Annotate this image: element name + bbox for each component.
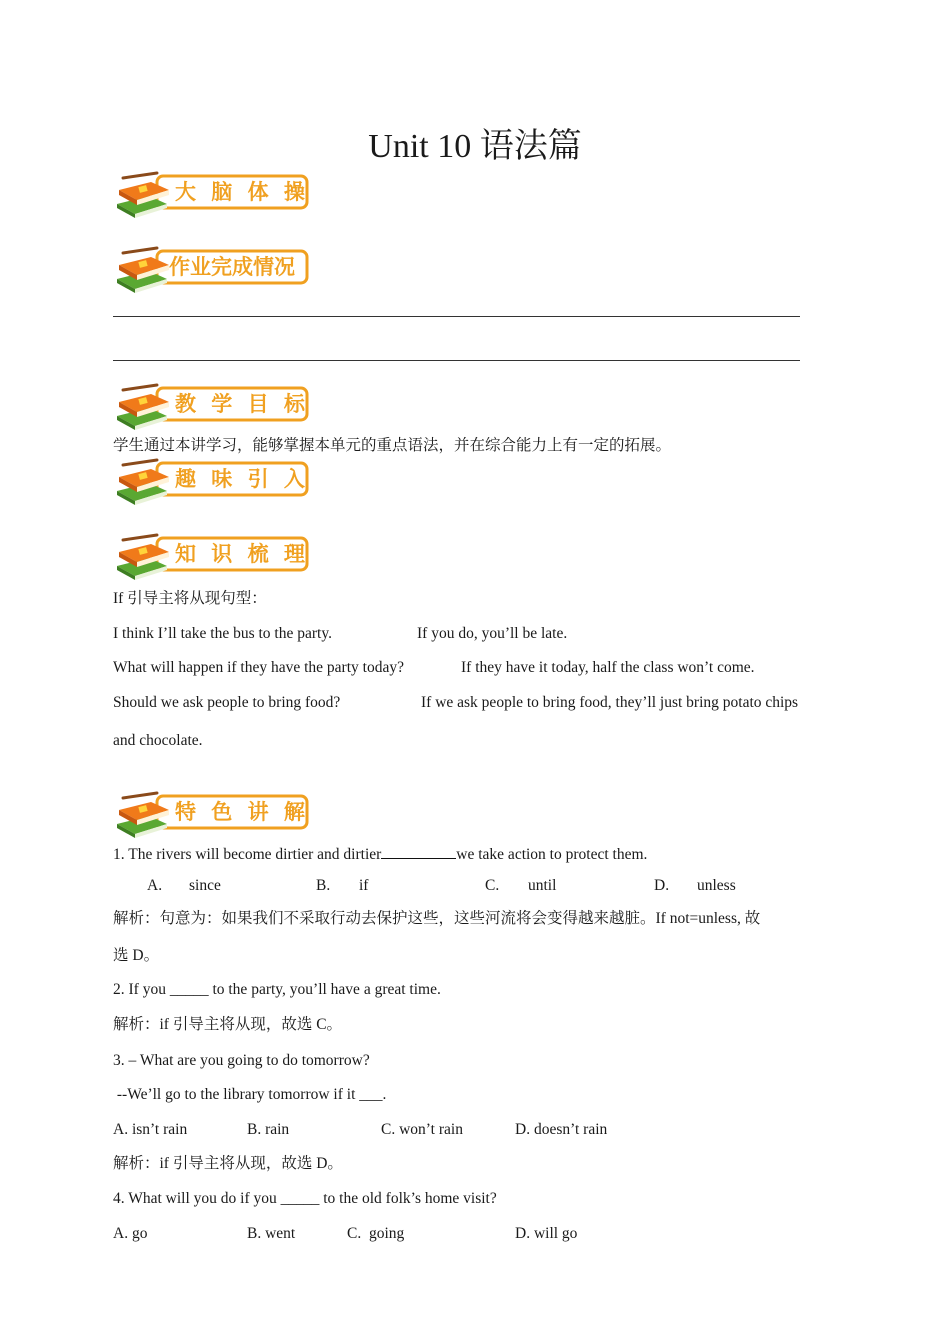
section-label: 知 识 梳 理 bbox=[175, 542, 309, 566]
option-letter: C. bbox=[485, 877, 500, 894]
analysis-1: 解析：句意为：如果我们不采取行动去保护这些，这些河流将会变得越来越脏。If not=unless, 故 bbox=[113, 910, 761, 927]
section-label: 教 学 目 标 bbox=[175, 392, 309, 416]
example-answer: If you do, you’ll be late. bbox=[417, 625, 568, 642]
section-badge-fun-intro bbox=[113, 457, 313, 507]
question-3: 3. – What are you going to do tomorrow? bbox=[113, 1052, 370, 1069]
question-3-reply: --We’ll go to the library tomorrow if it ___. bbox=[113, 1086, 387, 1103]
question-1-before: 1. The rivers will become dirtier and dirtier bbox=[113, 846, 382, 863]
option-text: until bbox=[528, 877, 557, 894]
example-question: I think I’ll take the bus to the party. bbox=[113, 625, 332, 642]
example-question: What will happen if they have the party today? bbox=[113, 659, 404, 676]
option: A. isn’t rain bbox=[113, 1121, 188, 1138]
option: B. went bbox=[247, 1225, 296, 1242]
analysis-1-continued: 选 D。 bbox=[113, 947, 160, 964]
option-letter: D. bbox=[654, 877, 670, 894]
section-label: 趣 味 引 入 bbox=[175, 467, 309, 491]
option-text: if bbox=[359, 877, 369, 894]
goal-text: 学生通过本讲学习，能够掌握本单元的重点语法，并在综合能力上有一定的拓展。 bbox=[113, 437, 672, 454]
example-answer: If they have it today, half the class won’t come. bbox=[461, 659, 755, 676]
section-label: 大 脑 体 操 bbox=[175, 180, 309, 204]
option: B. rain bbox=[247, 1121, 290, 1138]
section-badge-teaching-goals bbox=[113, 382, 313, 432]
example-continuation: and chocolate. bbox=[113, 732, 203, 749]
example-question: Should we ask people to bring food? bbox=[113, 694, 341, 711]
option: A. go bbox=[113, 1225, 148, 1242]
section-label: 特 色 讲 解 bbox=[175, 800, 309, 824]
question-1 bbox=[113, 844, 647, 866]
knowledge-heading: If 引导主将从现句型： bbox=[113, 590, 267, 607]
section-badge-special-explanation bbox=[113, 790, 313, 840]
option-text: unless bbox=[697, 877, 736, 894]
analysis-3: 解析：if 引导主将从现，故选 D。 bbox=[113, 1155, 343, 1172]
option: D. will go bbox=[515, 1225, 578, 1242]
section-badge-homework bbox=[113, 245, 313, 295]
answer-blank bbox=[381, 858, 456, 859]
analysis-2: 解析：if 引导主将从现，故选 C。 bbox=[113, 1016, 343, 1033]
question-4: 4. What will you do if you _____ to the old folk’s home visit? bbox=[113, 1190, 497, 1207]
section-label: 作业完成情况 bbox=[169, 255, 295, 279]
option: D. doesn’t rain bbox=[515, 1121, 608, 1138]
section-badge-knowledge bbox=[113, 532, 313, 582]
option: C. won’t rain bbox=[381, 1121, 463, 1138]
option: C. going bbox=[347, 1225, 405, 1242]
question-1-after: we take action to protect them. bbox=[456, 846, 648, 863]
example-answer: If we ask people to bring food, they’ll just bring potato chips bbox=[421, 694, 799, 711]
option-letter: B. bbox=[316, 877, 331, 894]
answer-line bbox=[113, 360, 800, 361]
option-text: since bbox=[189, 877, 221, 894]
answer-line bbox=[113, 316, 800, 317]
question-2: 2. If you _____ to the party, you’ll have a great time. bbox=[113, 981, 441, 998]
option-letter: A. bbox=[147, 877, 163, 894]
page-title: Unit 10 语法篇 bbox=[368, 128, 582, 165]
section-badge-brain-exercise bbox=[113, 170, 313, 220]
